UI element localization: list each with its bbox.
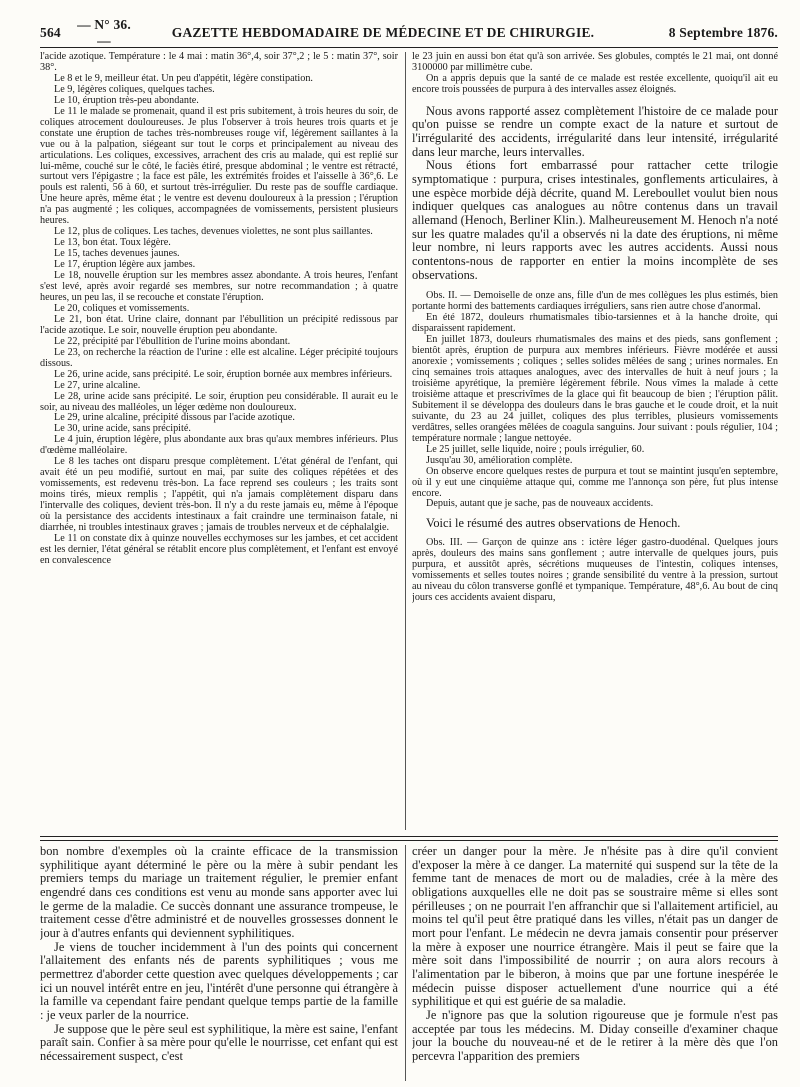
paragraph: On observe encore quelques restes de purpura et tout se maintint jusqu'en septembre, où il y eut une cinquième attaque qui, comme me l'annonça son père, fut plus intense encore. xyxy=(412,465,778,499)
paragraph: Je suppose que le père seul est syphilitique, la mère est saine, l'enfant paraît sain. Confier à sa mère pour qu'elle le nourrisse, cet enfant qui est nécessairement suspect, c'est xyxy=(40,1021,398,1063)
paragraph: Le 4 juin, éruption légère, plus abondante aux bras qu'aux membres inférieurs. Plus d'œdème malléolaire. xyxy=(40,434,398,457)
journal-title: GAZETTE HEBDOMADAIRE DE MÉDECINE ET DE CHIRURGIE. xyxy=(171,25,595,40)
observation-three: Obs. III. — Garçon de quinze ans : ictère léger gastro-duodénal. Quelques jours après, douleurs des mains sans gonflement ; autre intervalle de quelques jours, puis purpura, et aussitôt après, sécrétions muqueuses de l'intestin, coliques intenses, vomissements et selles toutes noires ; grande sensibilité du ventre à la pression, surtout au niveau du côlon transverse gonflé et tympanique. Température, 48°,6. Au bout de cinq jours ces accidents avaient disparu, xyxy=(412,537,778,603)
paragraph: Le 13, bon état. Toux légère. xyxy=(54,237,171,249)
observation-left-column xyxy=(40,52,398,830)
paragraph: Je viens de toucher incidemment à l'un des points qui concernent l'allaitement des enfants nés de parents syphilitiques ; vous me permettrez d'aborder cette question avec quelques développements ; car ici un nouvel intérêt entre en jeu, l'intérêt d'une personne qui étrangère à la famille va cependant faire pendant quelque temps partie de la famille : je veux parler de la nourrice. xyxy=(40,939,398,1022)
paragraph-eruption-day-11 xyxy=(40,107,398,227)
section-separator xyxy=(40,836,778,841)
paragraph: l'acide azotique. Température : le 4 mai : matin 36°,4, soir 37°,2 ; le 5 : matin 37°, soir 38°. xyxy=(40,52,398,73)
issue-date: 8 Septembre 1876. xyxy=(668,25,778,40)
paragraph: Depuis, autant que je sache, pas de nouveaux accidents. xyxy=(426,498,654,510)
paragraph: En juillet 1873, douleurs rhumatismales des mains et des pieds, sans gonflement ; bientôt après, éruption de purpura aux membres inférieurs. Fièvre modérée et aussi anorexie ; vomissements ; coliques ; selles solides mêlées de sang ; urines normales. En cinq semaines trois attaques analogues, avec des intervalles de huit à neuf jours ; la troisième apyrétique, la première légèrement fébrile. Nous vîmes la malade à cette troisième attaque et prescrivîmes de la glace qui fit beaucoup de bien ; l'éruption pâlit. Subitement il se développa des douleurs dans le bras gauche et le coude droit, et la nuit suivante, du 23 au 24 juillet, coliques des plus terribles, plusieurs vomissements verdâtres, selles orangées mêlées de coagula sanguins. Jour suivant : pouls régulier, 104 ; température normale ; langue nettoyée. xyxy=(412,334,778,444)
paragraph: Le 29, urine alcaline, précipité dissous par l'acide azotique. xyxy=(54,412,295,424)
paragraph: Le 15, taches devenues jaunes. xyxy=(54,248,180,260)
lecture-right-column xyxy=(412,845,778,1081)
issue-number: — N° 36. — xyxy=(77,17,131,48)
paragraph: Jusqu'au 30, amélioration complète. xyxy=(426,454,573,466)
paragraph: bon nombre d'exemples où la crainte efficace de la transmission syphilitique ayant déterminé le père ou la mère à subir pendant les premiers temps du mariage un traitement régulier, le premier enfant engendré dans ces conditions est venu au monde sans apporter avec lui le germe de la maladie. Ce succès donnant une assurance trompeuse, le traitement cesse d'être administré et de nouvelles grossesses donnent le jour à d'autres enfants qui deviennent syphilitiques. xyxy=(40,845,398,940)
paragraph: Le 30, urine acide, sans précipité. xyxy=(54,423,191,435)
paragraph: Le 20, coliques et vomissements. xyxy=(54,302,190,314)
paragraph: Le 25 juillet, selle liquide, noire ; pouls irrégulier, 60. xyxy=(426,443,645,455)
column-divider xyxy=(405,52,406,830)
paragraph: Le 11 on constate dix à quinze nouvelles ecchymoses sur les jambes, et cet accident est les dernier, l'état général se rétablit encore plus complètement, et l'enfant est envoyé en convalescence xyxy=(40,532,398,566)
paragraph: Le 9, légères coliques, quelques taches. xyxy=(54,83,215,95)
paragraph: Le 17, éruption légère aux jambes. xyxy=(54,259,196,271)
paragraph: Le 28, urine acide sans précipité. Le soir, éruption peu considérable. Il aurait eu le soir, au niveau des malléoles, un léger œdème non douloureux. xyxy=(40,390,398,413)
paragraph-text: Le 11 le malade se promenait, quand il est pris subitement, à trois heures du soir, de coliques atrocement douloureuses. Je plus l'observer à trois heures trois quarts et je constate une éruption de taches très-nombreuses rouge vif, légèrement saillantes à la vue ou à la palpation, siégeant sur tout le corps et principalement au niveau des articulations. Les coliques, excessives, arrachent des cris au malade, qui est replié sur lui-même, couché sur le côté, le faciès étiré, presque abdominal ; le ventre est rétracté, surtout vers l'épigastre ; la face est pâle, les extrémités froides et l'aisselle à 36°,6. Le pouls est ralenti, 56 à 60, et surtout très-irrégulier. Du reste pas de souffle cardiaque. Une heure après, même état ; le ventre est devenu douloureux à la pression ; l'éruption n'a pas augmenté ; les coliques, accompagnées de vomissements, persistent plusieurs heures. xyxy=(40,105,398,227)
lecture-left-column xyxy=(40,845,398,1081)
paragraph: Le 18, nouvelle éruption sur les membres assez abondante. A trois heures, l'enfant s'est levé, après avoir regardé ses membres, sur notre recommandation ; à quatre heures, un peu las, il se recouche et constate l'éruption. xyxy=(40,270,398,303)
henoch-summary-intro: Voici le résumé des autres observations de Henoch. xyxy=(426,516,681,531)
paragraph: le 23 juin en aussi bon état qu'à son arrivée. Ses globules, comptés le 21 mai, ont donné 3100000 par millimètre cube. xyxy=(412,52,778,73)
observation-two: Obs. II. — Demoiselle de onze ans, fille d'un de mes collègues les plus estimés, bien portante hormi des battements cardiaques irréguliers, sans rien autre chose d'anormal. xyxy=(412,290,778,313)
paragraph: Le 8 et le 9, meilleur état. Un peu d'appétit, légère constipation. xyxy=(54,72,313,84)
page-number: 564 xyxy=(40,25,61,40)
paragraph: Nous avons rapporté assez complètement l'histoire de ce malade pour qu'on puisse se rendre un compte exact de la nature et surtout de l'irrégularité des accidents, irrégularité dans leur intensité, irrégularité dans leur marche, leurs intervalles. xyxy=(412,103,778,159)
paragraph: créer un danger pour la mère. Je n'hésite pas à dire qu'il convient d'exposer la mère à ce danger. La maternité qui suspend sur la tête de la femme tant de menaces de mort ou de maladies, crée à la mère des obligations auxquelles elle ne doit pas se soustraire même si elles sont périlleuses ; on ne pourrait l'en affranchir que si l'allaitement artificiel, au moins tel qu'il peut être pratiqué dans les villes, n'était pas un danger de mort pour l'enfant. Le médecin ne devra jamais consentir pour préserver la mère à exposer une nourrice étrangère. Mais il peut se faire que la mère soit dans l'impossibilité de nourrir ; on aura alors recours à l'alimentation par le biberon, à moins que par une fortune inespérée le médecin puisse disposer actuellement d'une nourrice qui a été syphilitique et qui est guérie de sa maladie. xyxy=(412,845,778,1009)
paragraph: Le 21, bon état. Urine claire, donnant par l'ébullition un précipité redissous par l'acide azotique. Le soir, nouvelle éruption peu abondante. xyxy=(40,313,398,336)
paragraph: Le 10, éruption très-peu abondante. xyxy=(54,94,199,106)
paragraph: Le 23, on recherche la réaction de l'urine : elle est alcaline. Léger précipité toujours dissous. xyxy=(40,346,398,369)
paragraph: En été 1872, douleurs rhumatismales tibio-tarsiennes et à la hanche droite, qui disparaissent rapidement. xyxy=(412,312,778,335)
header-rule xyxy=(40,47,778,48)
paragraph: Le 12, plus de coliques. Les taches, devenues violettes, ne sont plus saillantes. xyxy=(54,226,373,238)
paragraph: Nous étions fort embarrassé pour rattacher cette trilogie symptomatique : purpura, crises intestinales, gonflements articulaires, à une espèce morbide déjà décrite, quand M. Lereboullet voulut bien nous indiquer quelques cas analogues au nôtre contenus dans un travail allemand (Henoch, Berliner Klin.). Malheureusement M. Henoch n'a noté sur les quatre malades qu'il a observés ni la date des éruptions, ni même leur nombre, ni leurs rapports avec les autres accidents. Aussi nous contentons-nous de rapporter en entier la moins incomplète de ses observations. xyxy=(412,158,778,282)
page-header xyxy=(40,17,778,48)
column-divider xyxy=(405,845,406,1081)
paragraph: Le 27, urine alcaline. xyxy=(54,379,141,391)
paragraph: Le 22, précipité par l'ébullition de l'urine moins abondant. xyxy=(54,335,291,347)
paragraph: On a appris depuis que la santé de ce malade est restée excellente, quoiqu'il ait eu encore trois poussées de purpura à des intervalles assez éloignés. xyxy=(412,72,778,95)
paragraph: Je n'ignore pas que la solution rigoureuse que je formule n'est pas acceptée par tous les médecins. M. Diday conseille d'examiner chaque jour la bouche du nouveau-né et de le retirer à la mère dès que l'on percevra l'apparition des premiers xyxy=(412,1007,778,1063)
paragraph: Le 8 les taches ont disparu presque complètement. L'état général de l'enfant, qui avait été un peu modifié, surtout en mai, par suite des coliques répétées et des vomissements, est redevenu très-bon. La face reprend ses couleurs ; les traits sont moins tirés, mieux remplis ; l'appétit, qui n'a jamais complètement disparu dans l'intervalle des coliques, devient très-bon. Il n'y a du reste jamais eu, même à l'époque où la persistance des accidents intestinaux a fait craindre une terminaison fatale, ni diarrhée, ni troubles intestinaux graves ; jamais de troubles nerveux et de céphalalgie. xyxy=(40,456,398,533)
observation-right-column xyxy=(412,52,778,830)
paragraph: Le 26, urine acide, sans précipité. Le soir, éruption bornée aux membres inférieurs. xyxy=(54,368,393,380)
